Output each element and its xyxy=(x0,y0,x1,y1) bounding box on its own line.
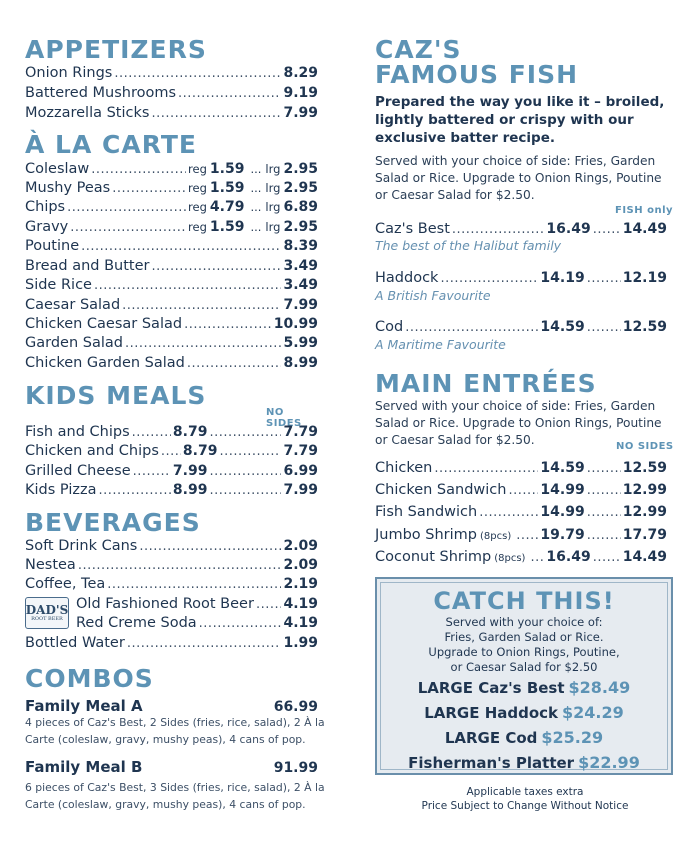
leader-dots xyxy=(452,221,545,239)
menu-item xyxy=(25,257,318,276)
item-suffix: (8pcs) xyxy=(480,531,512,542)
sized-item xyxy=(25,160,318,179)
item-price: 8.79 xyxy=(172,424,208,440)
menu-item xyxy=(25,276,318,295)
leader-dots xyxy=(516,527,538,545)
catch-item xyxy=(377,703,671,722)
leader-dots xyxy=(70,219,186,237)
item-name: Chicken Caesar Salad xyxy=(25,316,183,332)
item-price: 3.49 xyxy=(283,277,318,293)
item-name: Side Rice xyxy=(25,277,92,293)
leader-dots xyxy=(593,549,621,567)
catch-line: or Caesar Salad for $2.50 xyxy=(450,660,598,674)
item-price: 2.09 xyxy=(283,538,318,554)
no-sides-price: 17.79 xyxy=(622,527,667,543)
item-name: Chips xyxy=(25,199,66,215)
reg-price: 1.59 xyxy=(209,180,245,196)
beverages-heading: BEVERAGES xyxy=(25,508,201,537)
entree-item xyxy=(375,503,667,522)
no-sides-price: 12.59 xyxy=(622,460,667,476)
leader-dots xyxy=(184,316,272,334)
item-name: Red Creme Soda xyxy=(76,615,197,631)
item-name: Coconut Shrimp xyxy=(375,549,492,565)
leader-dots xyxy=(107,576,281,594)
menu-item xyxy=(25,315,318,334)
dads-root-beer-logo xyxy=(25,597,69,629)
sized-item xyxy=(25,179,318,198)
item-price: 4.19 xyxy=(283,615,318,631)
kids-item xyxy=(25,462,318,481)
leader-dots xyxy=(209,463,281,481)
fish-served-with: Served with your choice of side: Fries, Garden Salad or Rice. Upgrade to Onion Rings, Poutine or Caesar Salad for $2.50. xyxy=(375,154,662,202)
fish-heading-line2: FAMOUS FISH xyxy=(375,60,579,89)
fish-only-price: 14.49 xyxy=(622,221,667,237)
item-price: 7.99 xyxy=(172,463,208,479)
leader-dots xyxy=(122,297,281,315)
no-sides-price: 7.99 xyxy=(283,482,318,498)
catch-line: Fries, Garden Salad or Rice. xyxy=(444,630,604,644)
footer-taxes: Applicable taxes extra xyxy=(466,786,584,798)
catch-item-name: Fisherman's Platter xyxy=(408,754,575,772)
combos-heading: COMBOS xyxy=(25,664,154,693)
size-label: lrg xyxy=(265,200,281,214)
fish-item xyxy=(375,318,667,337)
item-name: Nestea xyxy=(25,557,76,573)
leader-dots xyxy=(593,221,621,239)
alacarte-heading: À LA CARTE xyxy=(25,130,197,159)
item-price: 5.99 xyxy=(283,335,318,351)
combo-name: Family Meal A xyxy=(25,697,143,715)
item-price: 9.19 xyxy=(283,85,318,101)
leader-dots xyxy=(114,65,281,83)
lrg-price: 2.95 xyxy=(283,180,318,196)
item-name: Soft Drink Cans xyxy=(25,538,138,554)
leader-dots xyxy=(587,460,621,478)
size-label: reg xyxy=(188,162,207,176)
catch-item xyxy=(377,678,671,697)
leader-dots xyxy=(133,463,171,481)
catch-this-box xyxy=(375,577,673,775)
menu-item xyxy=(76,614,318,633)
leader-dots xyxy=(479,504,538,522)
fish-item xyxy=(375,269,667,288)
kids-heading: KIDS MEALS xyxy=(25,381,207,410)
item-price: 16.49 xyxy=(546,221,591,237)
appetizers-heading: APPETIZERS xyxy=(25,35,207,64)
entree-item xyxy=(375,548,667,568)
item-name: Kids Pizza xyxy=(25,482,97,498)
catch-item-price: $24.29 xyxy=(562,703,624,722)
fish-only-note: FISH only xyxy=(615,205,674,216)
item-price: 10.99 xyxy=(273,316,318,332)
menu-item xyxy=(25,556,318,575)
logo-text: DAD'S xyxy=(25,603,69,617)
logo-subtext: ROOT BEER xyxy=(31,616,63,622)
menu-item xyxy=(76,595,318,614)
leader-dots xyxy=(161,443,181,461)
sized-item xyxy=(25,218,318,237)
lrg-price: 2.95 xyxy=(283,219,318,235)
combo-description: 6 pieces of Caz's Best, 3 Sides (fries, rice, salad), 2 À la Carte (coleslaw, gravy, mushy peas), 4 cans of pop. xyxy=(25,781,325,811)
item-name: Caz's Best xyxy=(375,221,450,237)
item-price: 14.59 xyxy=(540,460,585,476)
reg-price: 1.59 xyxy=(209,219,245,235)
item-name: Onion Rings xyxy=(25,65,113,81)
leader-dots xyxy=(405,319,538,337)
leader-dots xyxy=(587,482,621,500)
leader-dots xyxy=(94,277,281,295)
size-label: reg xyxy=(188,200,207,214)
leader-dots xyxy=(91,161,186,179)
item-name: Chicken Sandwich xyxy=(375,482,507,498)
leader-dots xyxy=(587,270,621,288)
footer-price-notice: Price Subject to Change Without Notice xyxy=(421,800,629,812)
item-name: Bread and Butter xyxy=(25,258,150,274)
item-price: 16.49 xyxy=(546,549,591,565)
leader-dots xyxy=(530,549,544,567)
item-price: 7.99 xyxy=(283,105,318,121)
menu-item xyxy=(25,537,318,556)
item-name: Poutine xyxy=(25,238,80,254)
item-name: Garden Salad xyxy=(25,335,123,351)
item-price: 8.29 xyxy=(283,65,318,81)
separator: ... xyxy=(250,200,262,214)
kids-item xyxy=(25,423,318,442)
leader-dots xyxy=(132,424,171,442)
catch-item-name: LARGE Cod xyxy=(444,729,538,747)
catch-item-price: $28.49 xyxy=(568,678,631,697)
size-label: lrg xyxy=(265,220,281,234)
item-name: Jumbo Shrimp xyxy=(375,527,477,543)
fish-only-price: 12.59 xyxy=(622,319,667,335)
no-sides-price: 12.99 xyxy=(622,482,667,498)
item-price: 19.79 xyxy=(540,527,585,543)
lrg-price: 6.89 xyxy=(283,199,318,215)
size-label: reg xyxy=(188,220,207,234)
separator: ... xyxy=(250,220,262,234)
item-name: Bottled Water xyxy=(25,635,125,651)
catch-line: Served with your choice of: xyxy=(445,615,603,629)
leader-dots xyxy=(440,270,538,288)
item-name: Coleslaw xyxy=(25,161,90,177)
item-name: Mushy Peas xyxy=(25,180,111,196)
kids-item xyxy=(25,442,318,461)
menu-item xyxy=(25,354,318,373)
item-name: Gravy xyxy=(25,219,69,235)
menu-item xyxy=(25,237,318,256)
leader-dots xyxy=(587,504,621,522)
item-price: 4.19 xyxy=(283,596,318,612)
catch-item-price: $25.29 xyxy=(541,728,604,747)
item-name: Haddock xyxy=(375,270,439,286)
fish-only-price: 12.19 xyxy=(622,270,667,286)
fish-tagline: A British Favourite xyxy=(375,288,491,303)
leader-dots xyxy=(209,482,281,500)
leader-dots xyxy=(587,527,621,545)
item-price: 14.59 xyxy=(540,319,585,335)
leader-dots xyxy=(434,460,538,478)
no-sides-note: NO SIDES xyxy=(616,441,674,452)
fish-item xyxy=(375,220,667,239)
item-price: 8.99 xyxy=(283,355,318,371)
leader-dots xyxy=(187,355,282,373)
separator: ... xyxy=(250,181,262,195)
leader-dots xyxy=(139,538,281,556)
menu-item xyxy=(25,104,318,123)
item-name: Cod xyxy=(375,319,404,335)
reg-price: 4.79 xyxy=(209,199,245,215)
menu-item xyxy=(25,334,318,353)
entree-item xyxy=(375,481,667,500)
fish-tagline: The best of the Halibut family xyxy=(375,238,562,253)
no-sides-price: 6.99 xyxy=(283,463,318,479)
combo-name: Family Meal B xyxy=(25,758,143,776)
item-price: 2.09 xyxy=(283,557,318,573)
fish-tagline: A Maritime Favourite xyxy=(375,337,506,352)
item-price: 1.99 xyxy=(283,635,318,651)
combo-title xyxy=(25,758,318,776)
no-sides-price: 7.79 xyxy=(283,424,318,440)
catch-item-name: LARGE Caz's Best xyxy=(417,679,565,697)
separator: ... xyxy=(250,162,262,176)
item-name: Grilled Cheese xyxy=(25,463,131,479)
catch-item xyxy=(377,728,671,747)
menu-item xyxy=(25,296,318,315)
item-suffix: (8pcs) xyxy=(494,553,526,564)
item-name: Mozzarella Sticks xyxy=(25,105,150,121)
leader-dots xyxy=(152,258,282,276)
item-price: 14.99 xyxy=(540,482,585,498)
no-sides-price: 12.99 xyxy=(622,504,667,520)
combo-price: 66.99 xyxy=(273,699,318,715)
menu-item xyxy=(25,84,318,103)
leader-dots xyxy=(127,635,282,653)
catch-item-name: LARGE Haddock xyxy=(424,704,559,722)
size-label: lrg xyxy=(265,181,281,195)
menu-item xyxy=(25,634,318,653)
leader-dots xyxy=(125,335,281,353)
item-name: Caesar Salad xyxy=(25,297,121,313)
fish-intro: Prepared the way you like it – broiled, lightly battered or crispy with our exclusive batter recipe. xyxy=(375,94,665,146)
item-price: 2.19 xyxy=(283,576,318,592)
entree-item xyxy=(375,459,667,478)
item-price: 14.99 xyxy=(540,504,585,520)
item-name: Coffee, Tea xyxy=(25,576,106,592)
leader-dots xyxy=(112,180,186,198)
leader-dots xyxy=(98,482,170,500)
catch-this-subtitle xyxy=(377,615,671,675)
lrg-price: 2.95 xyxy=(283,161,318,177)
item-price: 8.39 xyxy=(283,238,318,254)
size-label: lrg xyxy=(265,162,281,176)
item-name: Chicken xyxy=(375,460,433,476)
leader-dots xyxy=(199,615,282,633)
entrees-heading: MAIN ENTRÉES xyxy=(375,369,597,398)
leader-dots xyxy=(209,424,281,442)
item-name: Fish Sandwich xyxy=(375,504,478,520)
item-name: Old Fashioned Root Beer xyxy=(76,596,254,612)
leader-dots xyxy=(78,557,282,575)
combo-title xyxy=(25,697,318,715)
leader-dots xyxy=(151,105,281,123)
item-name: Fish and Chips xyxy=(25,424,130,440)
catch-item xyxy=(377,753,671,772)
item-price: 14.19 xyxy=(540,270,585,286)
item-name: Battered Mushrooms xyxy=(25,85,177,101)
combo-description: 4 pieces of Caz's Best, 2 Sides (fries, rice, salad), 2 À la Carte (coleslaw, gravy, mushy peas), 4 cans of pop. xyxy=(25,716,325,746)
combo-price: 91.99 xyxy=(273,760,318,776)
item-price: 7.99 xyxy=(283,297,318,313)
leader-dots xyxy=(256,596,282,614)
entree-item xyxy=(375,526,667,546)
leader-dots xyxy=(67,199,186,217)
menu-item xyxy=(25,575,318,594)
catch-line: Upgrade to Onion Rings, Poutine, xyxy=(428,645,620,659)
no-sides-price: 14.49 xyxy=(622,549,667,565)
menu-item xyxy=(25,64,318,83)
item-price: 3.49 xyxy=(283,258,318,274)
entrees-served-with: Served with your choice of side: Fries, Garden Salad or Rice. Upgrade to Onion Rings, Poutine or Caesar Salad for $2.50. xyxy=(375,399,662,447)
leader-dots xyxy=(587,319,621,337)
item-price: 8.99 xyxy=(172,482,208,498)
reg-price: 1.59 xyxy=(209,161,245,177)
item-price: 8.79 xyxy=(182,443,218,459)
kids-item xyxy=(25,481,318,500)
item-name: Chicken Garden Salad xyxy=(25,355,185,371)
leader-dots xyxy=(81,238,281,256)
leader-dots xyxy=(508,482,538,500)
leader-dots xyxy=(219,443,281,461)
no-sides-price: 7.79 xyxy=(283,443,318,459)
item-name: Chicken and Chips xyxy=(25,443,159,459)
leader-dots xyxy=(178,85,281,103)
no-sides-note: NO SIDES xyxy=(266,407,302,429)
catch-item-price: $22.99 xyxy=(578,753,640,772)
catch-this-title: CATCH THIS! xyxy=(433,587,615,615)
size-label: reg xyxy=(188,181,207,195)
sized-item xyxy=(25,198,318,217)
fish-heading-line1: CAZ'S xyxy=(375,35,462,64)
